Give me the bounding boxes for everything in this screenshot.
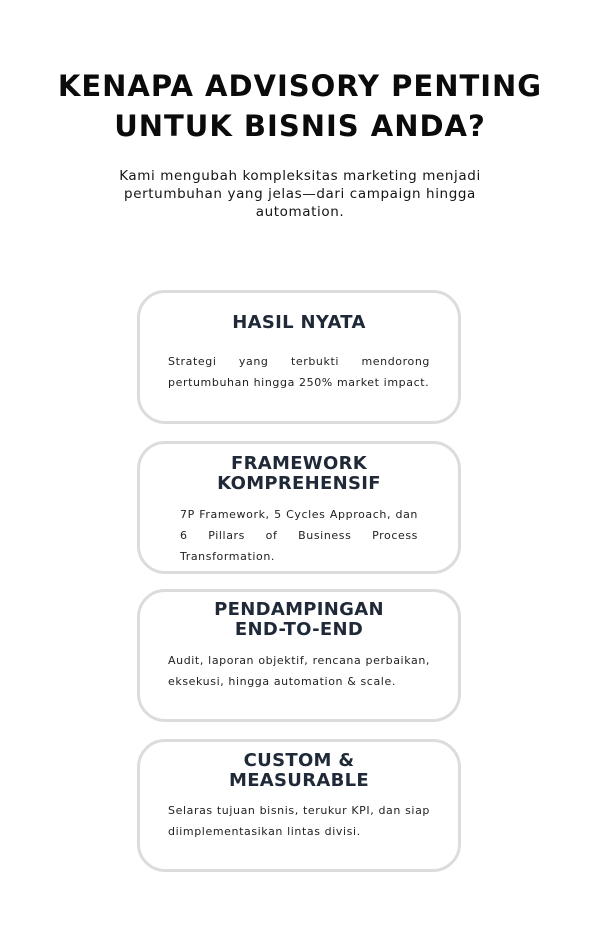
section-subtitle-line-2: pertumbuhan yang jelas—dari campaign hingga: [124, 186, 476, 202]
card-title: [140, 313, 458, 333]
section-subtitle-line-1: Kami mengubah kompleksitas marketing menjadi: [119, 168, 481, 184]
section-subtitle-line-3: automation.: [255, 204, 345, 220]
card-title-line-2: KOMPREHENSIF: [217, 473, 381, 494]
section-title-line-1: KENAPA ADVISORY PENTING: [57, 69, 543, 103]
section-title: [0, 66, 600, 146]
card-description: Selaras tujuan bisnis, terukur KPI, dan siap diimplementasikan lintas divisi.: [168, 804, 430, 838]
card-title: [140, 600, 458, 640]
benefit-card-pendampingan: [137, 589, 461, 722]
benefit-card-hasil-nyata: [137, 290, 461, 424]
card-title: [140, 751, 458, 791]
section-title-line-2: UNTUK BISNIS ANDA?: [114, 109, 486, 143]
card-title-line-1: HASIL NYATA: [232, 312, 366, 333]
card-title-line-2: END-TO-END: [234, 619, 364, 640]
benefit-card-framework: [137, 441, 461, 574]
card-description: 7P Framework, 5 Cycles Approach, dan 6 Pillars of Business Process Transformation.: [180, 508, 418, 563]
card-title-line-1: CUSTOM &: [243, 750, 355, 771]
card-title-line-1: FRAMEWORK: [231, 453, 367, 474]
card-description: Audit, laporan objektif, rencana perbaikan, eksekusi, hingga automation & scale.: [168, 654, 430, 688]
card-title-line-1: PENDAMPINGAN: [214, 599, 384, 620]
benefit-card-custom: [137, 739, 461, 872]
card-title: [140, 454, 458, 494]
card-title-line-2: MEASURABLE: [229, 770, 369, 791]
section-subtitle: [90, 167, 510, 221]
card-description: Strategi yang terbukti mendorong pertumbuhan hingga 250% market impact.: [168, 355, 430, 389]
